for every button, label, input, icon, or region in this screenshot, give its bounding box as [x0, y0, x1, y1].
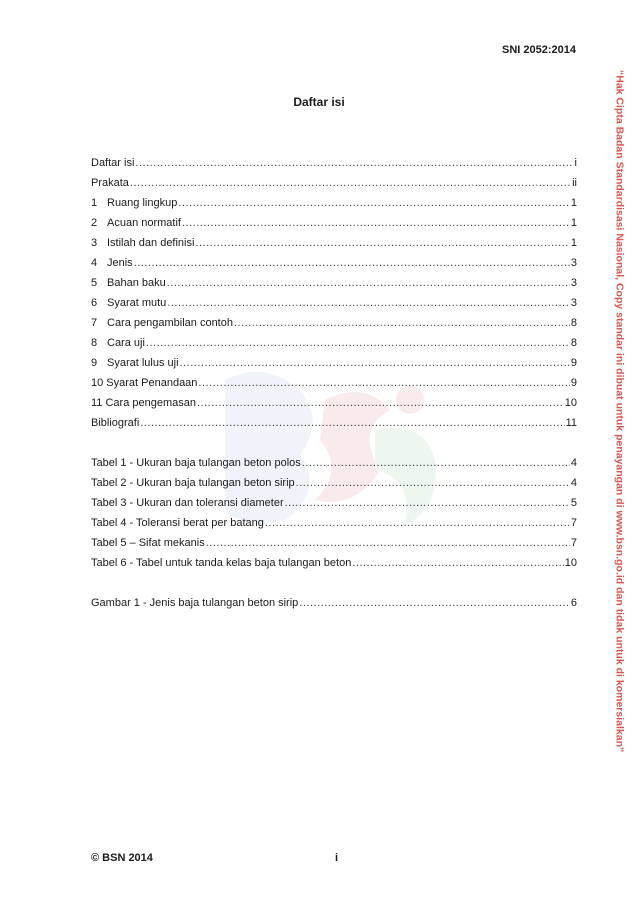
toc-chapters [91, 157, 577, 437]
copyright-notice-vertical: “Hak Cipta Badan Standardisasi Nasional, Copy standar ini dibuat untuk penayangan di www.bsn.go.id dan tidak untuk di komersialkan” [613, 70, 626, 753]
toc-entry-label: Istilah dan definisi [107, 237, 195, 249]
toc-entry-page: 3 [570, 257, 577, 269]
leader-dots [285, 497, 570, 509]
leader-dots [299, 597, 570, 609]
toc-entry-page: 8 [570, 317, 577, 329]
toc-entry[interactable] [91, 197, 577, 217]
toc-entry[interactable] [91, 417, 577, 437]
toc-entry-label: 11 Cara pengemasan [91, 397, 196, 409]
toc-entry-page: 10 [564, 557, 577, 569]
leader-dots [140, 417, 564, 429]
toc-entry-label: Daftar isi [91, 157, 135, 169]
leader-dots [234, 317, 570, 329]
toc-entry-number: 7 [91, 317, 98, 329]
toc-entry-number: 9 [91, 357, 98, 369]
leader-dots [265, 517, 570, 529]
toc-entry-page: 9 [570, 377, 577, 389]
leader-dots [195, 237, 569, 249]
toc-entry-label: Bibliografi [91, 417, 140, 429]
toc-entry-page: 8 [570, 337, 577, 349]
toc-entry-page: 1 [570, 197, 577, 209]
toc-entry-label: Bahan baku [107, 277, 166, 289]
leader-dots [198, 377, 569, 389]
toc-table-entry[interactable] [91, 537, 577, 557]
toc-entry[interactable] [91, 317, 577, 337]
leader-dots [352, 557, 563, 569]
leader-dots [302, 457, 570, 469]
toc-entry-page: 11 [565, 417, 577, 429]
toc-entry-page: 10 [564, 397, 577, 409]
toc-entry-page: 4 [570, 477, 577, 489]
toc-entry[interactable] [91, 357, 577, 377]
toc-entry-page: 5 [570, 497, 577, 509]
toc-entry-page: ii [572, 177, 577, 189]
toc-entry-page: 1 [570, 217, 577, 229]
leader-dots [167, 297, 570, 309]
toc-entry-label: Syarat mutu [107, 297, 167, 309]
toc-entry-label: Tabel 1 - Ukuran baja tulangan beton polos [91, 457, 301, 469]
toc-entry-page: 7 [570, 517, 577, 529]
leader-dots [180, 357, 570, 369]
toc-entry-number: 3 [91, 237, 98, 249]
toc-table-entry[interactable] [91, 497, 577, 517]
toc-entry[interactable] [91, 257, 577, 277]
toc-entry[interactable] [91, 337, 577, 357]
toc-entry-number: 2 [91, 217, 98, 229]
toc-tables [91, 457, 577, 577]
toc-entry[interactable] [91, 277, 577, 297]
toc-entry-page: 3 [570, 277, 577, 289]
toc-entry-label: Tabel 4 - Toleransi berat per batang [91, 517, 264, 529]
toc-figure-entry[interactable] [91, 597, 577, 617]
toc-entry-label: Tabel 6 - Tabel untuk tanda kelas baja tulangan beton [91, 557, 352, 569]
leader-dots [167, 277, 570, 289]
toc-entry-label: 10 Syarat Penandaan [91, 377, 198, 389]
toc-entry[interactable] [91, 397, 577, 417]
toc-entry-label: Cara uji [107, 337, 145, 349]
toc-entry-page: 7 [570, 537, 577, 549]
toc-entry-label: Cara pengambilan contoh [107, 317, 233, 329]
toc-entry[interactable] [91, 217, 577, 237]
leader-dots [134, 257, 570, 269]
toc-entry-number: 1 [91, 197, 98, 209]
toc-entry[interactable] [91, 297, 577, 317]
document-code: SNI 2052:2014 [502, 44, 576, 56]
toc-entry-label: Gambar 1 - Jenis baja tulangan beton sirip [91, 597, 299, 609]
toc-figures [91, 597, 577, 617]
leader-dots [146, 337, 570, 349]
toc-entry-page: i [574, 157, 577, 169]
toc-entry-page: 9 [570, 357, 577, 369]
toc-entry-page: 4 [570, 457, 577, 469]
toc-table-entry[interactable] [91, 517, 577, 537]
toc-entry-number: 8 [91, 337, 98, 349]
toc-table-entry[interactable] [91, 557, 577, 577]
toc-entry-label: Prakata [91, 177, 129, 189]
toc-entry-label: Tabel 2 - Ukuran baja tulangan beton sirip [91, 477, 295, 489]
leader-dots [135, 157, 573, 169]
toc-entry-label: Tabel 5 – Sifat mekanis [91, 537, 205, 549]
toc-table-entry[interactable] [91, 477, 577, 497]
toc-entry-label: Tabel 3 - Ukuran dan toleransi diameter [91, 497, 284, 509]
leader-dots [197, 397, 564, 409]
toc-entry-label: Ruang lingkup [107, 197, 178, 209]
leader-dots [206, 537, 570, 549]
toc-entry-page: 1 [570, 237, 577, 249]
toc-entry[interactable] [91, 237, 577, 257]
toc-entry-label: Jenis [107, 257, 133, 269]
toc-entry-page: 6 [570, 597, 577, 609]
toc-entry-label: Acuan normatif [107, 217, 181, 229]
toc-entry[interactable] [91, 377, 577, 397]
footer-copyright: © BSN 2014 [91, 852, 153, 864]
leader-dots [182, 217, 570, 229]
toc-table-entry[interactable] [91, 457, 577, 477]
toc-entry[interactable] [91, 177, 577, 197]
toc-entry-number: 5 [91, 277, 98, 289]
toc-entry-number: 4 [91, 257, 98, 269]
toc-entry-page: 3 [570, 297, 577, 309]
toc-entry-label: Syarat lulus uji [107, 357, 179, 369]
page-title: Daftar isi [293, 95, 345, 109]
leader-dots [296, 477, 570, 489]
leader-dots [178, 197, 570, 209]
toc-entry[interactable] [91, 157, 577, 177]
footer-page-number: i [335, 852, 339, 864]
toc-entry-number: 6 [91, 297, 98, 309]
leader-dots [130, 177, 571, 189]
